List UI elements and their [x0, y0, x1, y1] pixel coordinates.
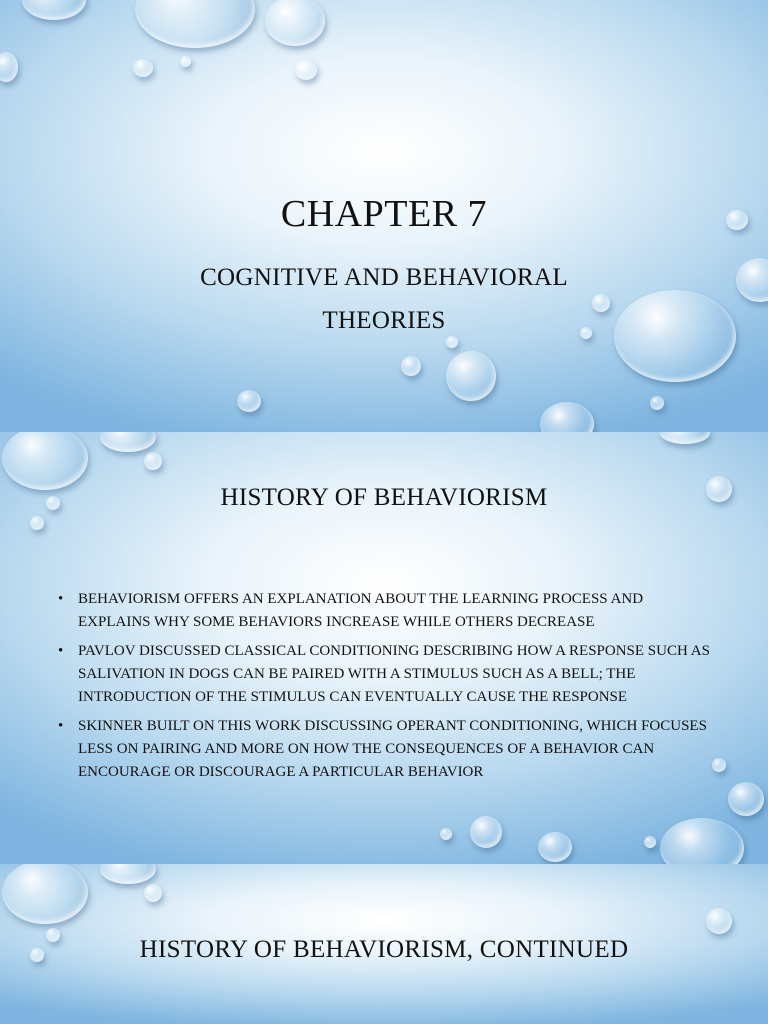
- slide-title: HISTORY OF BEHAVIORISM: [220, 484, 548, 511]
- water-droplet-decoration: [2, 864, 88, 924]
- subtitle-line: THEORIES: [322, 307, 446, 334]
- bullet-text: BEHAVIORISM OFFERS AN EXPLANATION ABOUT THE LEARNING PROCESS AND EXPLAINS WHY SOME BEHAVIORS INCREASE WHILE OTHERS DECREASE: [78, 591, 644, 630]
- water-droplet-decoration: [295, 60, 317, 80]
- bullet-item: [58, 588, 718, 634]
- water-droplet-decoration: [728, 782, 764, 816]
- water-droplet-decoration: [644, 836, 656, 848]
- bullet-item: [58, 715, 718, 784]
- water-droplet-decoration: [135, 0, 255, 48]
- bullet-text: PAVLOV DISCUSSED CLASSICAL CONDITIONING DESCRIBING HOW A RESPONSE SUCH AS SALIVATION IN DOGS CAN BE PAIRED WITH A STIMULUS SUCH AS A BELL; THE INTRODUCTION OF THE STIMULUS CAN EVENTUALLY CAUSE THE RESPONSE: [78, 643, 710, 705]
- water-droplet-decoration: [133, 59, 153, 77]
- subtitle-line: COGNITIVE AND BEHAVIORAL: [200, 264, 568, 291]
- slide-subtitle: [0, 256, 768, 342]
- water-droplet-decoration: [660, 432, 710, 444]
- water-droplet-decoration: [265, 0, 325, 46]
- water-droplet-decoration: [440, 828, 452, 840]
- water-droplet-decoration: [237, 390, 261, 412]
- bullet-icon: •: [58, 643, 64, 659]
- slide-history-of-behaviorism-continued: [0, 864, 768, 1024]
- water-droplet-decoration: [0, 52, 18, 82]
- water-droplet-decoration: [401, 356, 421, 376]
- bullet-icon: •: [58, 718, 64, 734]
- bullet-list: [58, 588, 718, 790]
- water-droplet-decoration: [650, 396, 664, 410]
- water-droplet-decoration: [30, 516, 44, 530]
- water-droplet-decoration: [144, 884, 162, 902]
- slide-chapter-title: [0, 0, 768, 432]
- water-droplet-decoration: [2, 432, 88, 490]
- water-droplet-decoration: [538, 832, 572, 862]
- slide-title: HISTORY OF BEHAVIORISM, CONTINUED: [139, 936, 629, 963]
- bullet-item: [58, 640, 718, 709]
- water-droplet-decoration: [100, 864, 156, 884]
- water-droplet-decoration: [706, 908, 732, 934]
- water-droplet-decoration: [446, 351, 496, 401]
- water-droplet-decoration: [660, 818, 744, 864]
- water-droplet-decoration: [540, 402, 594, 432]
- water-droplet-decoration: [100, 432, 156, 452]
- water-droplet-decoration: [22, 0, 86, 20]
- water-droplet-decoration: [470, 816, 502, 848]
- slide-title: CHAPTER 7: [280, 193, 488, 235]
- bullet-text: SKINNER BUILT ON THIS WORK DISCUSSING OPERANT CONDITIONING, WHICH FOCUSES LESS ON PAIRING AND MORE ON HOW THE CONSEQUENCES OF A BEHAVIOR CAN ENCOURAGE OR DISCOURAGE A PARTICULAR BEHAVIOR: [78, 718, 707, 780]
- water-droplet-decoration: [180, 56, 191, 67]
- slide-history-of-behaviorism: [0, 432, 768, 864]
- bullet-icon: •: [58, 591, 64, 607]
- water-droplet-decoration: [144, 452, 162, 470]
